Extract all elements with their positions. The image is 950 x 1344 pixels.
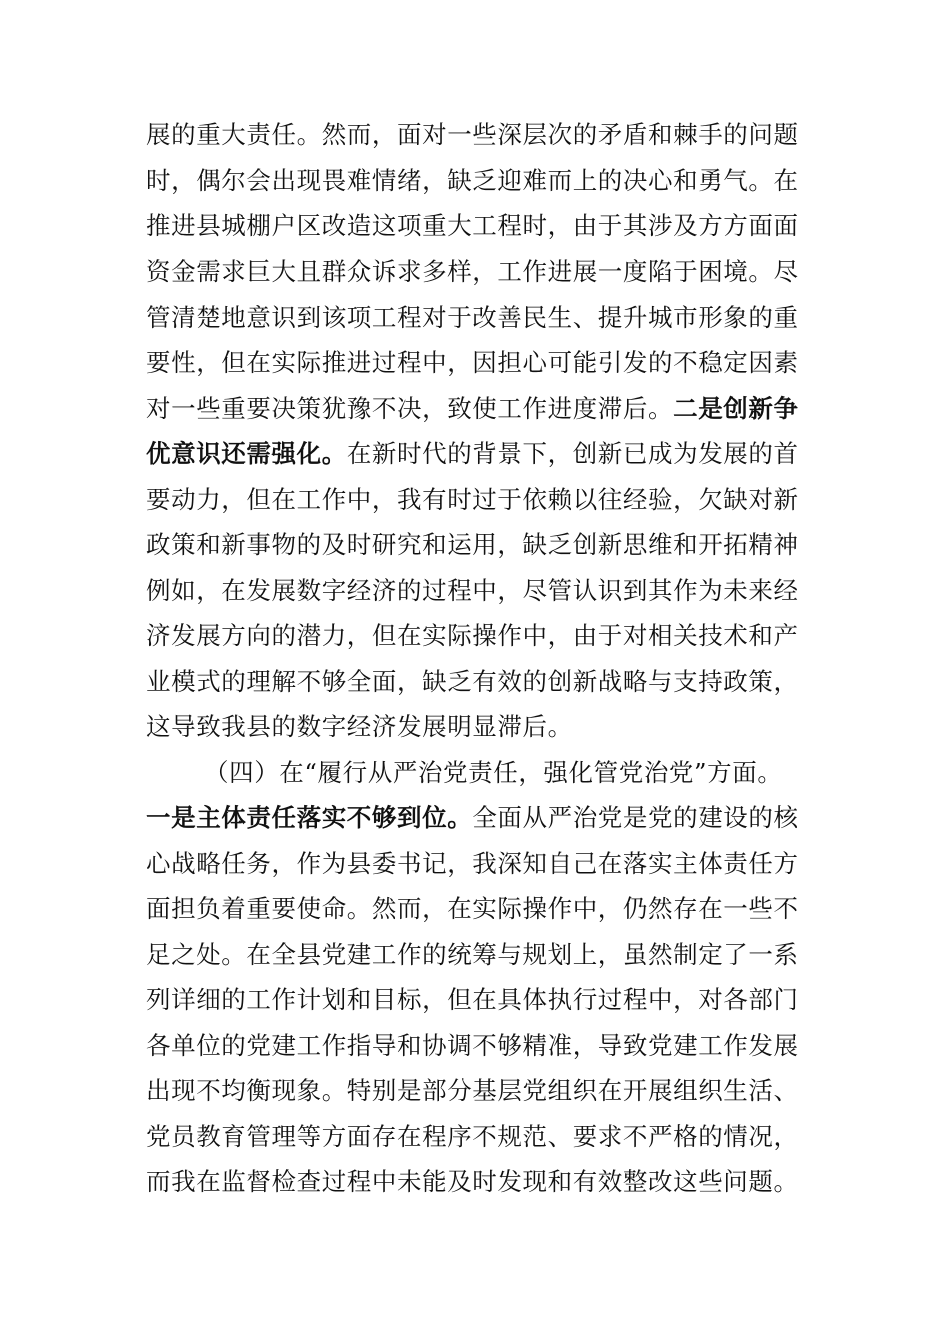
section-heading-line: （四）在“履行从严治党责任，强化管党治党”方面。 <box>204 758 783 787</box>
text-line: 济发展方向的潜力，但在实际操作中，由于对相关技术和产 <box>146 621 799 650</box>
text-line: 要动力，但在工作中，我有时过于依赖以往经验，欠缺对新 <box>146 485 799 514</box>
text-line: 资金需求巨大且群众诉求多样，工作进展一度陷于困境。尽 <box>146 257 799 286</box>
bold-heading-text: 优意识还需强化。 <box>146 439 347 468</box>
text-line: 政策和新事物的及时研究和运用，缺乏创新思维和开拓精神 <box>146 530 799 559</box>
text-line: 各单位的党建工作指导和协调不够精准，导致党建工作发展 <box>146 1031 799 1060</box>
text-line <box>146 387 816 431</box>
text-line: 这导致我县的数字经济发展明显滞后。 <box>146 712 573 741</box>
text-line: 心战略任务，作为县委书记，我深知自己在落实主体责任方 <box>146 849 799 878</box>
text-line: 列详细的工作计划和目标，但在具体执行过程中，对各部门 <box>146 985 799 1014</box>
text-line: 出现不均衡现象。特别是部分基层党组织在开展组织生活、 <box>146 1076 799 1105</box>
text-line: 业模式的理解不够全面，缺乏有效的创新战略与支持政策， <box>146 667 799 696</box>
text-line: 足之处。在全县党建工作的统筹与规划上，虽然制定了一系 <box>146 940 799 969</box>
text-segment: 对一些重要决策犹豫不决，致使工作进度滞后。 <box>146 394 674 423</box>
text-line <box>146 796 816 840</box>
text-line: 党员教育管理等方面存在程序不规范、要求不严格的情况， <box>146 1122 799 1151</box>
text-segment: 全面从严治党是党的建设的核 <box>472 803 799 832</box>
text-line: 要性，但在实际推进过程中，因担心可能引发的不稳定因素 <box>146 348 799 377</box>
bold-heading-text: 二是创新争 <box>673 394 799 423</box>
text-line: 而我在监督检查过程中未能及时发现和有效整改这些问题。 <box>146 1167 799 1196</box>
text-line: 管清楚地意识到该项工程对于改善民生、提升城市形象的重 <box>146 303 799 332</box>
text-line: 展的重大责任。然而，面对一些深层次的矛盾和棘手的问题 <box>146 120 799 149</box>
bold-heading-text: 一是主体责任落实不够到位。 <box>146 803 473 832</box>
text-line: 推进县城棚户区改造这项重大工程时，由于其涉及方方面面 <box>146 211 799 240</box>
text-line <box>146 432 816 476</box>
text-segment: 在新时代的背景下，创新已成为发展的首 <box>346 439 799 468</box>
text-line: 时，偶尔会出现畏难情绪，缺乏迎难而上的决心和勇气。在 <box>146 166 799 195</box>
text-line: 例如，在发展数字经济的过程中，尽管认识到其作为未来经 <box>146 576 799 605</box>
text-line: 面担负着重要使命。然而，在实际操作中，仍然存在一些不 <box>146 894 799 923</box>
